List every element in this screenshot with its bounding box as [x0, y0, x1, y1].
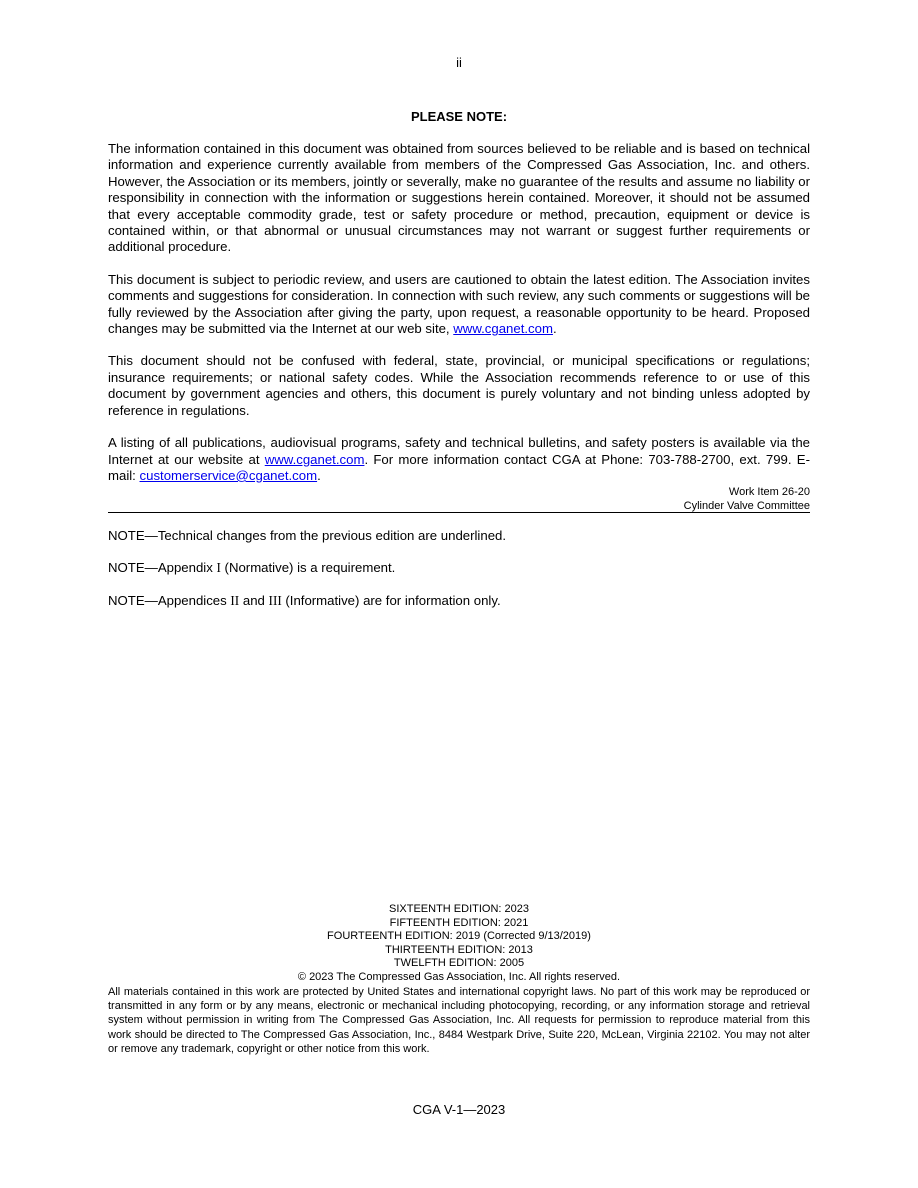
- appendix-numeral-iii: III: [268, 592, 282, 608]
- copyright-line: © 2023 The Compressed Gas Association, Inc. All rights reserved.: [297, 970, 621, 983]
- website-link[interactable]: www.cganet.com: [453, 321, 553, 337]
- note-appendix-prefix: NOTE—Appendix: [108, 560, 217, 576]
- notice-body: [108, 141, 810, 484]
- paragraph-periodic-review-end: .: [552, 321, 557, 337]
- copyright-body: All materials contained in this work are protected by United States and international copyright laws. No part of this work may be reproduced or transmitted in any form or by any means, electronic or mechanical including photocopying, recording, or any information storage and retrieval system without permission in writing from The Compressed Gas Association, Inc. All requests for permission to reproduce material from this work should be directed to The Compressed Gas Association, Inc., 8484 Westpark Drive, Suite 220, McLean, Virginia 22102. You may not alter or remove any trademark, copyright or other notice from this work.: [108, 986, 810, 1055]
- paragraph-publications-text: A listing of all publications, audiovisual programs, safety and technical bulletins, and safety posters is available via the Internet at our website at: [108, 435, 810, 467]
- paragraph-publications: [108, 435, 810, 484]
- note-technical-changes: NOTE—Technical changes from the previous edition are underlined.: [108, 528, 507, 543]
- note-appendix-suffix: (Normative) is a requirement.: [220, 560, 396, 576]
- paragraph-periodic-review: [108, 272, 810, 338]
- work-item-block: [108, 485, 810, 513]
- document-footer: CGA V-1—2023: [412, 1102, 506, 1117]
- note-appendix-normative: [108, 560, 810, 576]
- note-appendices-suffix: (Informative) are for information only.: [281, 592, 501, 608]
- work-item-number: Work Item 26-20: [728, 486, 810, 498]
- edition-line: THIRTEENTH EDITION: 2013: [385, 943, 533, 956]
- appendix-numeral: I: [216, 560, 221, 576]
- paragraph-publications-contact: . For more information contact CGA at Phone: 703-788-2700, ext. 799. E-mail:: [108, 451, 810, 483]
- notes-block: [108, 528, 810, 625]
- note-appendices-and: and: [239, 592, 269, 608]
- note-appendices-prefix: NOTE—Appendices: [108, 592, 231, 608]
- edition-line: FIFTEENTH EDITION: 2021: [389, 916, 529, 929]
- edition-line: TWELFTH EDITION: 2005: [393, 957, 525, 970]
- page-number: ii: [456, 55, 462, 70]
- note-appendices-informative: [108, 593, 810, 609]
- paragraph-periodic-review-text: This document is subject to periodic review, and users are cautioned to obtain the latest edition. The Association invites comments and suggestions for consideration. In connection with such review, any such comments or suggestions will be fully reviewed by the Association after giving the party, upon request, a reasonable opportunity to be heard. Proposed changes may be submitted via the Internet at our web site,: [108, 271, 810, 337]
- paragraph-reliability: The information contained in this document was obtained from sources believed to be reliable and is based on technical information and experience currently available from members of the Compressed Gas Association, Inc. and others. However, the Association or its members, jointly or severally, make no guarantee of the results and assume no liability or responsibility in connection with the information or suggestions herein contained. Moreover, it should not be assumed that every acceptable commodity grade, test or safety procedure or method, precaution, equipment or device is contained within, or that abnormal or unusual circumstances may not warrant or suggest further requirements or additional procedure.: [108, 141, 810, 255]
- paragraph-publications-end: .: [317, 467, 321, 483]
- edition-line: SIXTEENTH EDITION: 2023: [389, 903, 529, 915]
- committee-name: Cylinder Valve Committee: [683, 500, 810, 512]
- paragraph-not-regulation: This document should not be confused with federal, state, provincial, or municipal specifications or regulations; insurance requirements; or national safety codes. While the Association recommends reference to or use of this document by government agencies and others, this document is purely voluntary and not binding unless adopted by reference in regulations.: [108, 353, 810, 418]
- horizontal-rule: [108, 512, 810, 513]
- editions-block: [108, 903, 810, 985]
- email-link[interactable]: customerservice@cganet.com: [139, 467, 318, 483]
- edition-line: FOURTEENTH EDITION: 2019 (Corrected 9/13/2019): [327, 930, 591, 943]
- please-note-heading: PLEASE NOTE:: [410, 109, 508, 124]
- website-link-2[interactable]: www.cganet.com: [264, 451, 365, 467]
- appendix-numeral-ii: II: [230, 592, 240, 608]
